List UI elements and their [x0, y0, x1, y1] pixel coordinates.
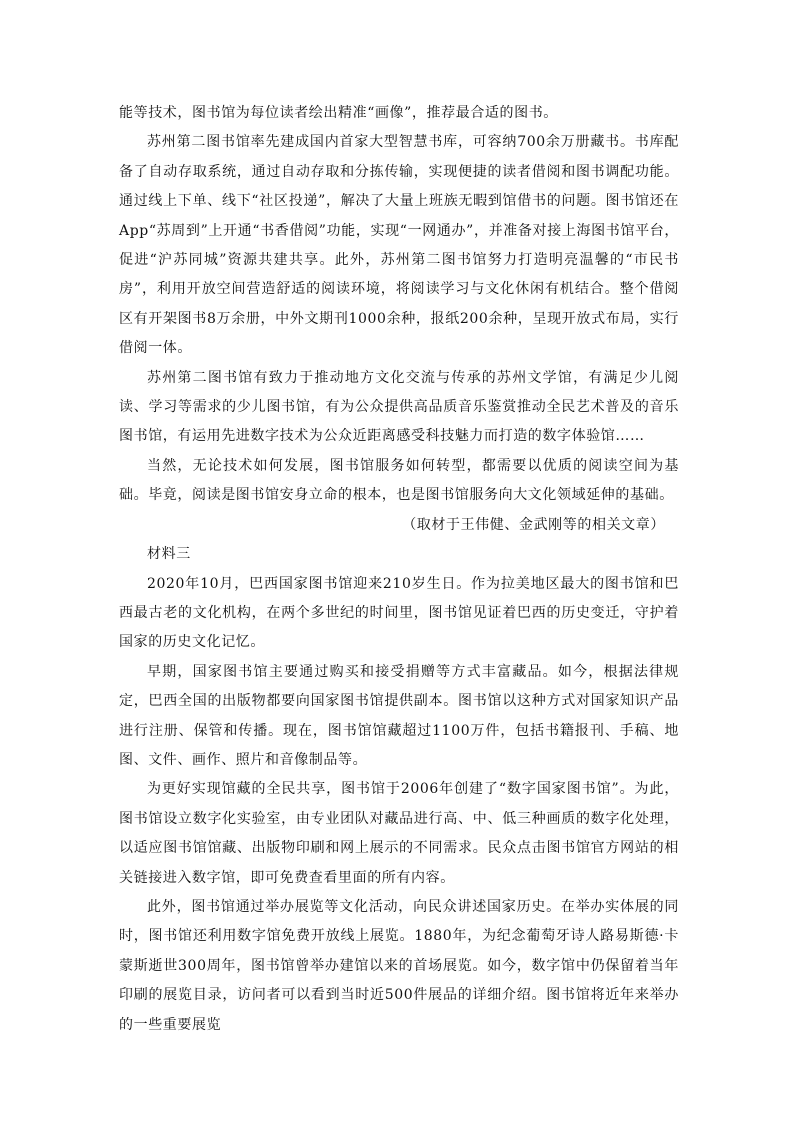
paragraph-collection-sources: 早期，国家图书馆主要通过购买和接受捐赠等方式丰富藏品。如今，根据法律规定，巴西全国的出版物都要向国家图书馆提供副本。图书馆以这种方式对国家知识产品进行注册、保管和传播。现在，图书馆馆藏超过1100万件，包括书籍报刊、手稿、地图、文件、画作、照片和音像制品等。 [119, 663, 679, 768]
paragraph-brazil-anniversary: 2020年10月，巴西国家图书馆迎来210岁生日。作为拉美地区最大的图书馆和巴西最古老的文化机构，在两个多世纪的时间里，图书馆见证着巴西的历史变迁，守护着国家的历史文化记忆。 [119, 575, 679, 651]
material-three-heading: 材料三 [147, 546, 191, 563]
paragraph-smart-library: 苏州第二图书馆率先建成国内首家大型智慧书库，可容纳700余万册藏书。书库配备了自动存取系统，通过自动存取和分拣传输，实现便捷的读者借阅和图书调配功能。通过线上下单、线下“社区投递”，解决了大量上班族无暇到馆借书的问题。图书馆还在App“苏周到”上开通“书香借阅”功能，实现“一网通办”，并准备对接上海图书馆平台，促进“沪苏同城”资源共建共享。此外，苏州第二图书馆努力打造明亮温馨的“市民书房”，利用开放空间营造舒适的阅读环境，将阅读学习与文化休闲有机结合。整个借阅区有开架图书8万余册，中外文期刊1000余种，报纸200余种，呈现开放式布局，实行借阅一体。 [119, 134, 679, 357]
paragraph-exhibitions: 此外，图书馆通过举办展览等文化活动，向民众讲述国家历史。在举办实体展的同时，图书馆还利用数字馆免费开放线上展览。1880年，为纪念葡萄牙诗人路易斯德·卡蒙斯逝世300周年，图书馆曾举办建馆以来的首场展览。如今，数字馆中仍保留着当年印刷的展览目录，访问者可以看到当时近500件展品的详细介绍。图书馆将近年来举办的一些重要展览 [119, 898, 679, 1033]
source-citation: （取材于王伟健、金武刚等的相关文章） [402, 516, 665, 533]
article-body [119, 99, 679, 1040]
paragraph-digital-library: 为更好实现馆藏的全民共享，图书馆于2006年创建了“数字国家图书馆”。为此，图书馆设立数字化实验室，由专业团队对藏品进行高、中、低三种画质的数字化处理，以适应图书馆馆藏、出版物印刷和网上展示的不同需求。民众点击图书馆官方网站的相关链接进入数字馆，即可免费查看里面的所有内容。 [119, 781, 679, 886]
paragraph-continuation: 能等技术，图书馆为每位读者绘出精准“画像”，推荐最合适的图书。 [119, 105, 558, 121]
paragraph-conclusion: 当然，无论技术如何发展，图书馆服务如何转型，都需要以优质的阅读空间为基础。毕竟，阅读是图书馆安身立命的根本，也是图书馆服务向大文化领域延伸的基础。 [119, 457, 679, 504]
paragraph-specialized-libraries: 苏州第二图书馆有致力于推动地方文化交流与传承的苏州文学馆，有满足少儿阅读、学习等需求的少儿图书馆，有为公众提供高品质音乐鉴赏推动全民艺术普及的音乐图书馆，有运用先进数字技术为公众近距离感受科技魅力而打造的数字体验馆…… [119, 369, 679, 445]
